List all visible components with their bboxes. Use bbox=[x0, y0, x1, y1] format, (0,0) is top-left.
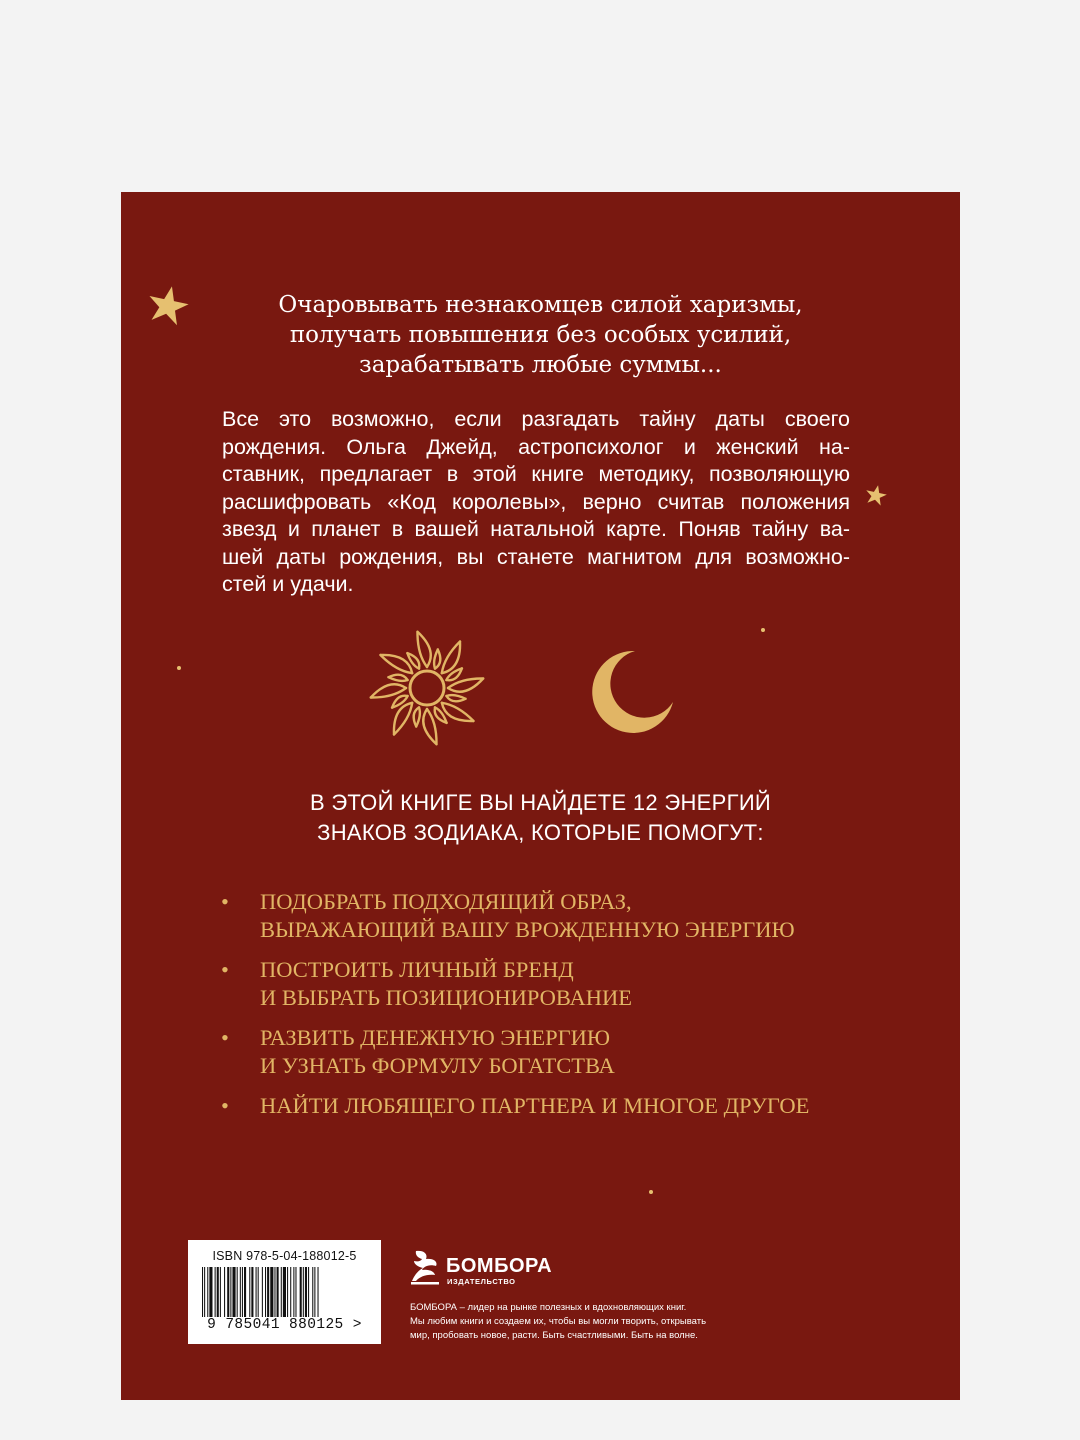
publisher-description bbox=[410, 1301, 790, 1343]
barcode-bar bbox=[270, 1267, 273, 1317]
publisher-subtitle: ИЗДАТЕЛЬСТВО bbox=[447, 1277, 516, 1286]
barcode-bar bbox=[204, 1267, 205, 1317]
barcode-bar bbox=[274, 1267, 275, 1317]
barcode bbox=[188, 1240, 381, 1344]
barcode-bar bbox=[295, 1267, 296, 1317]
barcode-bar bbox=[251, 1267, 253, 1317]
publisher-description-line: БОМБОРА – лидер на рынке полезных и вдохновляющих книг. bbox=[410, 1302, 687, 1313]
barcode-bar bbox=[202, 1267, 203, 1317]
feature-item bbox=[217, 1024, 937, 1080]
barcode-bar bbox=[305, 1267, 307, 1317]
barcode-bars bbox=[202, 1267, 368, 1317]
publisher-description-line: Мы любим книги и создаем их, чтобы вы могли творить, открывать bbox=[410, 1316, 707, 1327]
barcode-bar bbox=[314, 1267, 315, 1317]
barcode-bar bbox=[207, 1267, 208, 1317]
barcode-bar bbox=[265, 1267, 266, 1317]
barcode-bar bbox=[281, 1267, 282, 1317]
features-heading-line: В ЭТОЙ КНИГЕ ВЫ НАЙДЕТЕ 12 ЭНЕРГИЙ bbox=[309, 790, 772, 815]
feature-item bbox=[217, 1092, 937, 1120]
barcode-bar bbox=[287, 1267, 288, 1317]
feature-line: И ВЫБРАТЬ ПОЗИЦИОНИРОВАНИЕ bbox=[260, 985, 632, 1010]
wave-logo-icon bbox=[410, 1249, 444, 1285]
feature-item bbox=[217, 888, 937, 944]
tagline-line: получать повышения без особых усилий, bbox=[289, 322, 792, 348]
barcode-bar bbox=[224, 1267, 225, 1317]
feature-line: ПОДОБРАТЬ ПОДХОДЯЩИЙ ОБРАЗ, bbox=[260, 889, 632, 914]
barcode-bar bbox=[215, 1267, 216, 1317]
description-line: шей даты рождения, вы станете магнитом для возможно- bbox=[222, 544, 850, 569]
barcode-bar bbox=[283, 1267, 286, 1317]
small-star-icon bbox=[864, 484, 888, 506]
barcode-bar bbox=[230, 1267, 231, 1317]
barcode-bar bbox=[256, 1267, 257, 1317]
barcode-bar bbox=[240, 1267, 241, 1317]
crescent-moon-icon bbox=[591, 648, 681, 736]
features-list bbox=[217, 888, 937, 1132]
barcode-bar bbox=[300, 1267, 302, 1317]
barcode-bar bbox=[242, 1267, 243, 1317]
description-line: Все это возможно, если разгадать тайну даты своего bbox=[222, 407, 850, 431]
tagline-line: зарабатывать любые суммы... bbox=[359, 352, 722, 378]
star-dot bbox=[761, 628, 765, 632]
feature-line: НАЙТИ ЛЮБЯЩЕГО ПАРТНЕРА И МНОГОЕ ДРУГОЕ bbox=[260, 1093, 810, 1118]
publisher-description-line: мир, пробовать новое, расти. Быть счастливыми. Быть на волне. bbox=[410, 1330, 698, 1341]
barcode-bar bbox=[290, 1267, 291, 1317]
barcode-bar bbox=[209, 1267, 212, 1317]
star-dot bbox=[649, 1190, 653, 1194]
feature-line: ВЫРАЖАЮЩИЙ ВАШУ ВРОЖДЕННУЮ ЭНЕРГИЮ bbox=[260, 917, 795, 942]
publisher-name: БОМБОРА bbox=[446, 1255, 553, 1277]
barcode-digits: 9 785041 880125 > bbox=[207, 1317, 362, 1333]
barcode-bar bbox=[312, 1267, 313, 1317]
description-line: расшифровать «Код королевы», верно считав положения bbox=[222, 489, 850, 514]
barcode-bar bbox=[318, 1267, 319, 1317]
bullet: • bbox=[221, 1093, 229, 1118]
barcode-bar bbox=[227, 1267, 229, 1317]
sun-ray bbox=[394, 703, 412, 735]
sun-icon bbox=[367, 626, 487, 750]
features-heading-line: ЗНАКОВ ЗОДИАКА, КОТОРЫЕ ПОМОГУТ: bbox=[317, 820, 764, 845]
star-dot bbox=[177, 666, 181, 670]
sun-ray bbox=[442, 642, 460, 674]
barcode-bar bbox=[303, 1267, 304, 1317]
barcode-bar bbox=[308, 1267, 309, 1317]
bullet: • bbox=[221, 957, 229, 982]
barcode-bar bbox=[237, 1267, 238, 1317]
sun-ray bbox=[381, 655, 413, 673]
feature-line: ПОСТРОИТЬ ЛИЧНЫЙ БРЕНД bbox=[260, 957, 574, 982]
barcode-bar bbox=[262, 1267, 263, 1317]
sun-ray bbox=[442, 703, 474, 721]
barcode-bar bbox=[258, 1267, 259, 1317]
barcode-bar bbox=[249, 1267, 250, 1317]
features-heading bbox=[121, 788, 960, 848]
barcode-bar bbox=[217, 1267, 219, 1317]
feature-item bbox=[217, 956, 937, 1012]
barcode-bar bbox=[293, 1267, 294, 1317]
feature-line: РАЗВИТЬ ДЕНЕЖНУЮ ЭНЕРГИЮ bbox=[260, 1025, 611, 1050]
book-description bbox=[222, 406, 850, 599]
barcode-bar bbox=[244, 1267, 246, 1317]
description-line: стей и удачи. bbox=[222, 572, 354, 596]
barcode-bar bbox=[277, 1267, 279, 1317]
barcode-bar bbox=[267, 1267, 269, 1317]
isbn-label: ISBN 978-5-04-188012-5 bbox=[212, 1249, 357, 1263]
bullet: • bbox=[221, 1025, 229, 1050]
description-line: звезд и планет в вашей натальной карте. Поняв тайну ва- bbox=[222, 517, 850, 541]
barcode-bar bbox=[220, 1267, 221, 1317]
bullet: • bbox=[221, 889, 229, 914]
book-back-cover bbox=[121, 192, 960, 1400]
description-line: ставник, предлагает в этой книге методику, позволяющую bbox=[222, 462, 850, 486]
feature-line: И УЗНАТЬ ФОРМУЛУ БОГАТСТВА bbox=[260, 1053, 615, 1078]
tagline-line: Очаровывать незнакомцев силой харизмы, bbox=[278, 292, 803, 318]
tagline bbox=[121, 290, 960, 380]
description-line: рождения. Ольга Джейд, астропсихолог и женский на- bbox=[222, 434, 850, 459]
barcode-bar bbox=[232, 1267, 235, 1317]
